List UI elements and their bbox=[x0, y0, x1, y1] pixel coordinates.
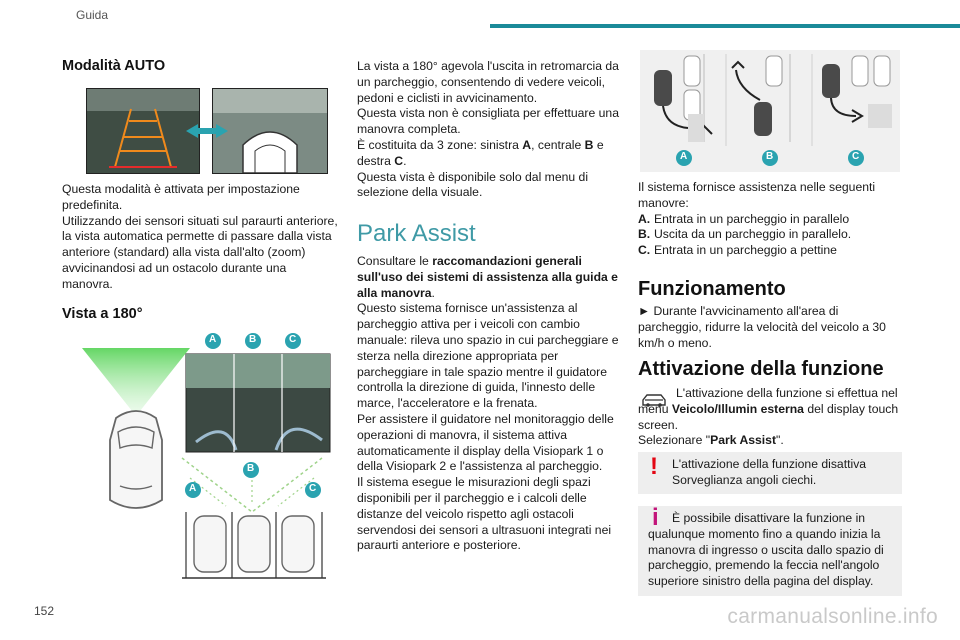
consult-pre: Consultare le bbox=[357, 254, 433, 268]
rear-camera-guide-lines bbox=[87, 89, 199, 173]
maneuvers-figure bbox=[640, 50, 900, 172]
select-end: ". bbox=[776, 433, 784, 448]
auto-mode-text: Questa modalità è attivata per impostazione predefinita. Utilizzando dei sensori situati sul paraurti anteriore, la vista automatica permette di passare dalla vista anteriore (standard) alla vista dall'alto (zoom) avvicinandosi ad un ostacolo durante una manovra. bbox=[62, 182, 338, 291]
warning-text: L'attivazione della funzione disattiva Sorveglianza angoli ciechi. bbox=[672, 457, 867, 487]
menu-path: Veicolo/Illumin esterna bbox=[671, 401, 804, 416]
info-icon: i bbox=[652, 504, 659, 531]
zone-badge-b-top: B bbox=[249, 334, 257, 345]
menu-only-note: Questa vista è disponibile solo dal menu di selezione della visuale. bbox=[357, 169, 589, 200]
zones-pre: È costituita da 3 zone: sinistra bbox=[357, 137, 523, 152]
header-accent-bar bbox=[490, 24, 960, 28]
park-assist-heading: Park Assist bbox=[357, 220, 476, 247]
attivazione-pre: L'attivazione della funzione si effettua nel menu bbox=[638, 386, 898, 416]
zone-c-label: C bbox=[394, 153, 404, 168]
zones-end: . bbox=[403, 153, 407, 168]
zones-sentence bbox=[357, 138, 619, 170]
attivazione-mid: del display touch screen. bbox=[638, 401, 899, 432]
double-arrow-icon bbox=[184, 122, 230, 140]
watermark: carmanualsonline.info bbox=[727, 605, 938, 628]
select-sentence bbox=[638, 433, 904, 449]
attivazione-sentence bbox=[638, 386, 904, 433]
view180-diagram bbox=[76, 330, 336, 582]
system-description: Questo sistema fornisce un'assistenza al parcheggio attiva per i veicoli con cambio manuale: rileva uno spazio in cui parcheggiare e sterza nella direzione appropriata per parcheggiare in tale spazio mentre il guidatore controlla la direzione di guida, l'innesto delle marce, l'acceleratore e la frenata. Per assistere il guidatore nel monitoraggio delle operazioni di manovra, il sistema attiva automaticamente il display della Visiopark 1 o della Visiopark 2 e l'assistenza al parcheggio. Il sistema esegue le misurazioni degli spazi disponibili per il parcheggio e i calcoli delle distanze del veicolo rispetto agli ostacoli servendosi dei sensori a ultrasuoni integrati nei paraurti anteriore e posteriore. bbox=[357, 301, 619, 553]
camera-view-thumbnail bbox=[86, 88, 200, 174]
assist-intro: Il sistema fornisce assistenza nelle seguenti manovre: bbox=[638, 180, 876, 210]
zone-badge-a-top: A bbox=[209, 334, 217, 345]
zones-mid2: e destra bbox=[357, 137, 604, 168]
zone-b-label: B bbox=[584, 137, 594, 152]
zone-badge-b-bottom: B bbox=[247, 463, 255, 474]
car-outline-icon bbox=[110, 411, 162, 508]
info-text: È possibile disattivare la funzione in qualunque momento fino a quando inizia la manovra di ingresso o uscita dallo spazio di parcheggio, premendo la feccia nell'angolo superiore sinistro della pagina del display. bbox=[648, 511, 884, 589]
page-number: 152 bbox=[34, 604, 55, 618]
car-top-view-icon bbox=[213, 89, 327, 173]
diagram-badge-b: B bbox=[766, 151, 774, 162]
diagram-badge-c: C bbox=[852, 151, 860, 162]
list-item bbox=[638, 227, 904, 243]
maneuver-letter: B. bbox=[638, 227, 651, 242]
consult-end: . bbox=[431, 285, 435, 300]
view180-figure bbox=[76, 330, 336, 582]
warning-callout bbox=[638, 452, 902, 494]
funzionamento-text bbox=[638, 304, 904, 351]
view180-intro-text bbox=[357, 59, 619, 201]
zone-a-label: A bbox=[522, 137, 532, 152]
auto-mode-figure bbox=[86, 88, 328, 174]
header-section-title: Guida bbox=[76, 8, 109, 22]
info-callout bbox=[638, 506, 902, 596]
park-assist-text bbox=[357, 254, 619, 554]
maneuver-text: Entrata in un parcheggio a pettine bbox=[654, 243, 837, 258]
warning-icon: ! bbox=[650, 453, 658, 480]
park-assist-option: Park Assist bbox=[710, 433, 777, 448]
zones-mid1: , centrale bbox=[531, 137, 585, 152]
funzionamento-body: Durante l'avvicinamento all'area di parcheggio, ridurre la velocità del veicolo a 30 km/h o meno. bbox=[638, 304, 886, 350]
list-item bbox=[638, 243, 904, 259]
maneuver-list bbox=[638, 212, 904, 259]
list-item bbox=[638, 212, 904, 228]
view180-intro: La vista a 180° agevola l'uscita in retromarcia da un parcheggio, consentendo di vedere veicoli, pedoni e ciclisti in avvicinamento. Questa vista non è consigliata per effettuare una manovra completa. bbox=[357, 59, 619, 137]
attivazione-text bbox=[638, 386, 904, 449]
maneuver-text: Uscita da un parcheggio in parallelo. bbox=[654, 227, 852, 242]
consult-sentence bbox=[357, 254, 619, 301]
select-pre: Selezionare " bbox=[638, 433, 711, 448]
maneuvers-text bbox=[638, 180, 904, 259]
auto-mode-heading: Modalità AUTO bbox=[62, 58, 166, 74]
attivazione-heading: Attivazione della funzione bbox=[638, 358, 884, 380]
view180-heading: Vista a 180° bbox=[62, 306, 143, 322]
zone-badge-c-top: C bbox=[289, 334, 297, 345]
consult-bold: raccomandazioni generali sull'uso dei sistemi di assistenza alla guida e alla manovra bbox=[357, 254, 618, 300]
maneuver-letter: A. bbox=[638, 211, 651, 226]
maneuver-text: Entrata in un parcheggio in parallelo bbox=[654, 211, 850, 226]
zone-badge-c-bottom: C bbox=[309, 483, 317, 494]
zone-badge-a-bottom: A bbox=[189, 483, 197, 494]
diagram-badge-a: A bbox=[680, 151, 688, 162]
funzionamento-heading: Funzionamento bbox=[638, 278, 786, 300]
play-arrow-icon: ► bbox=[638, 304, 651, 318]
maneuver-letter: C. bbox=[638, 243, 651, 258]
